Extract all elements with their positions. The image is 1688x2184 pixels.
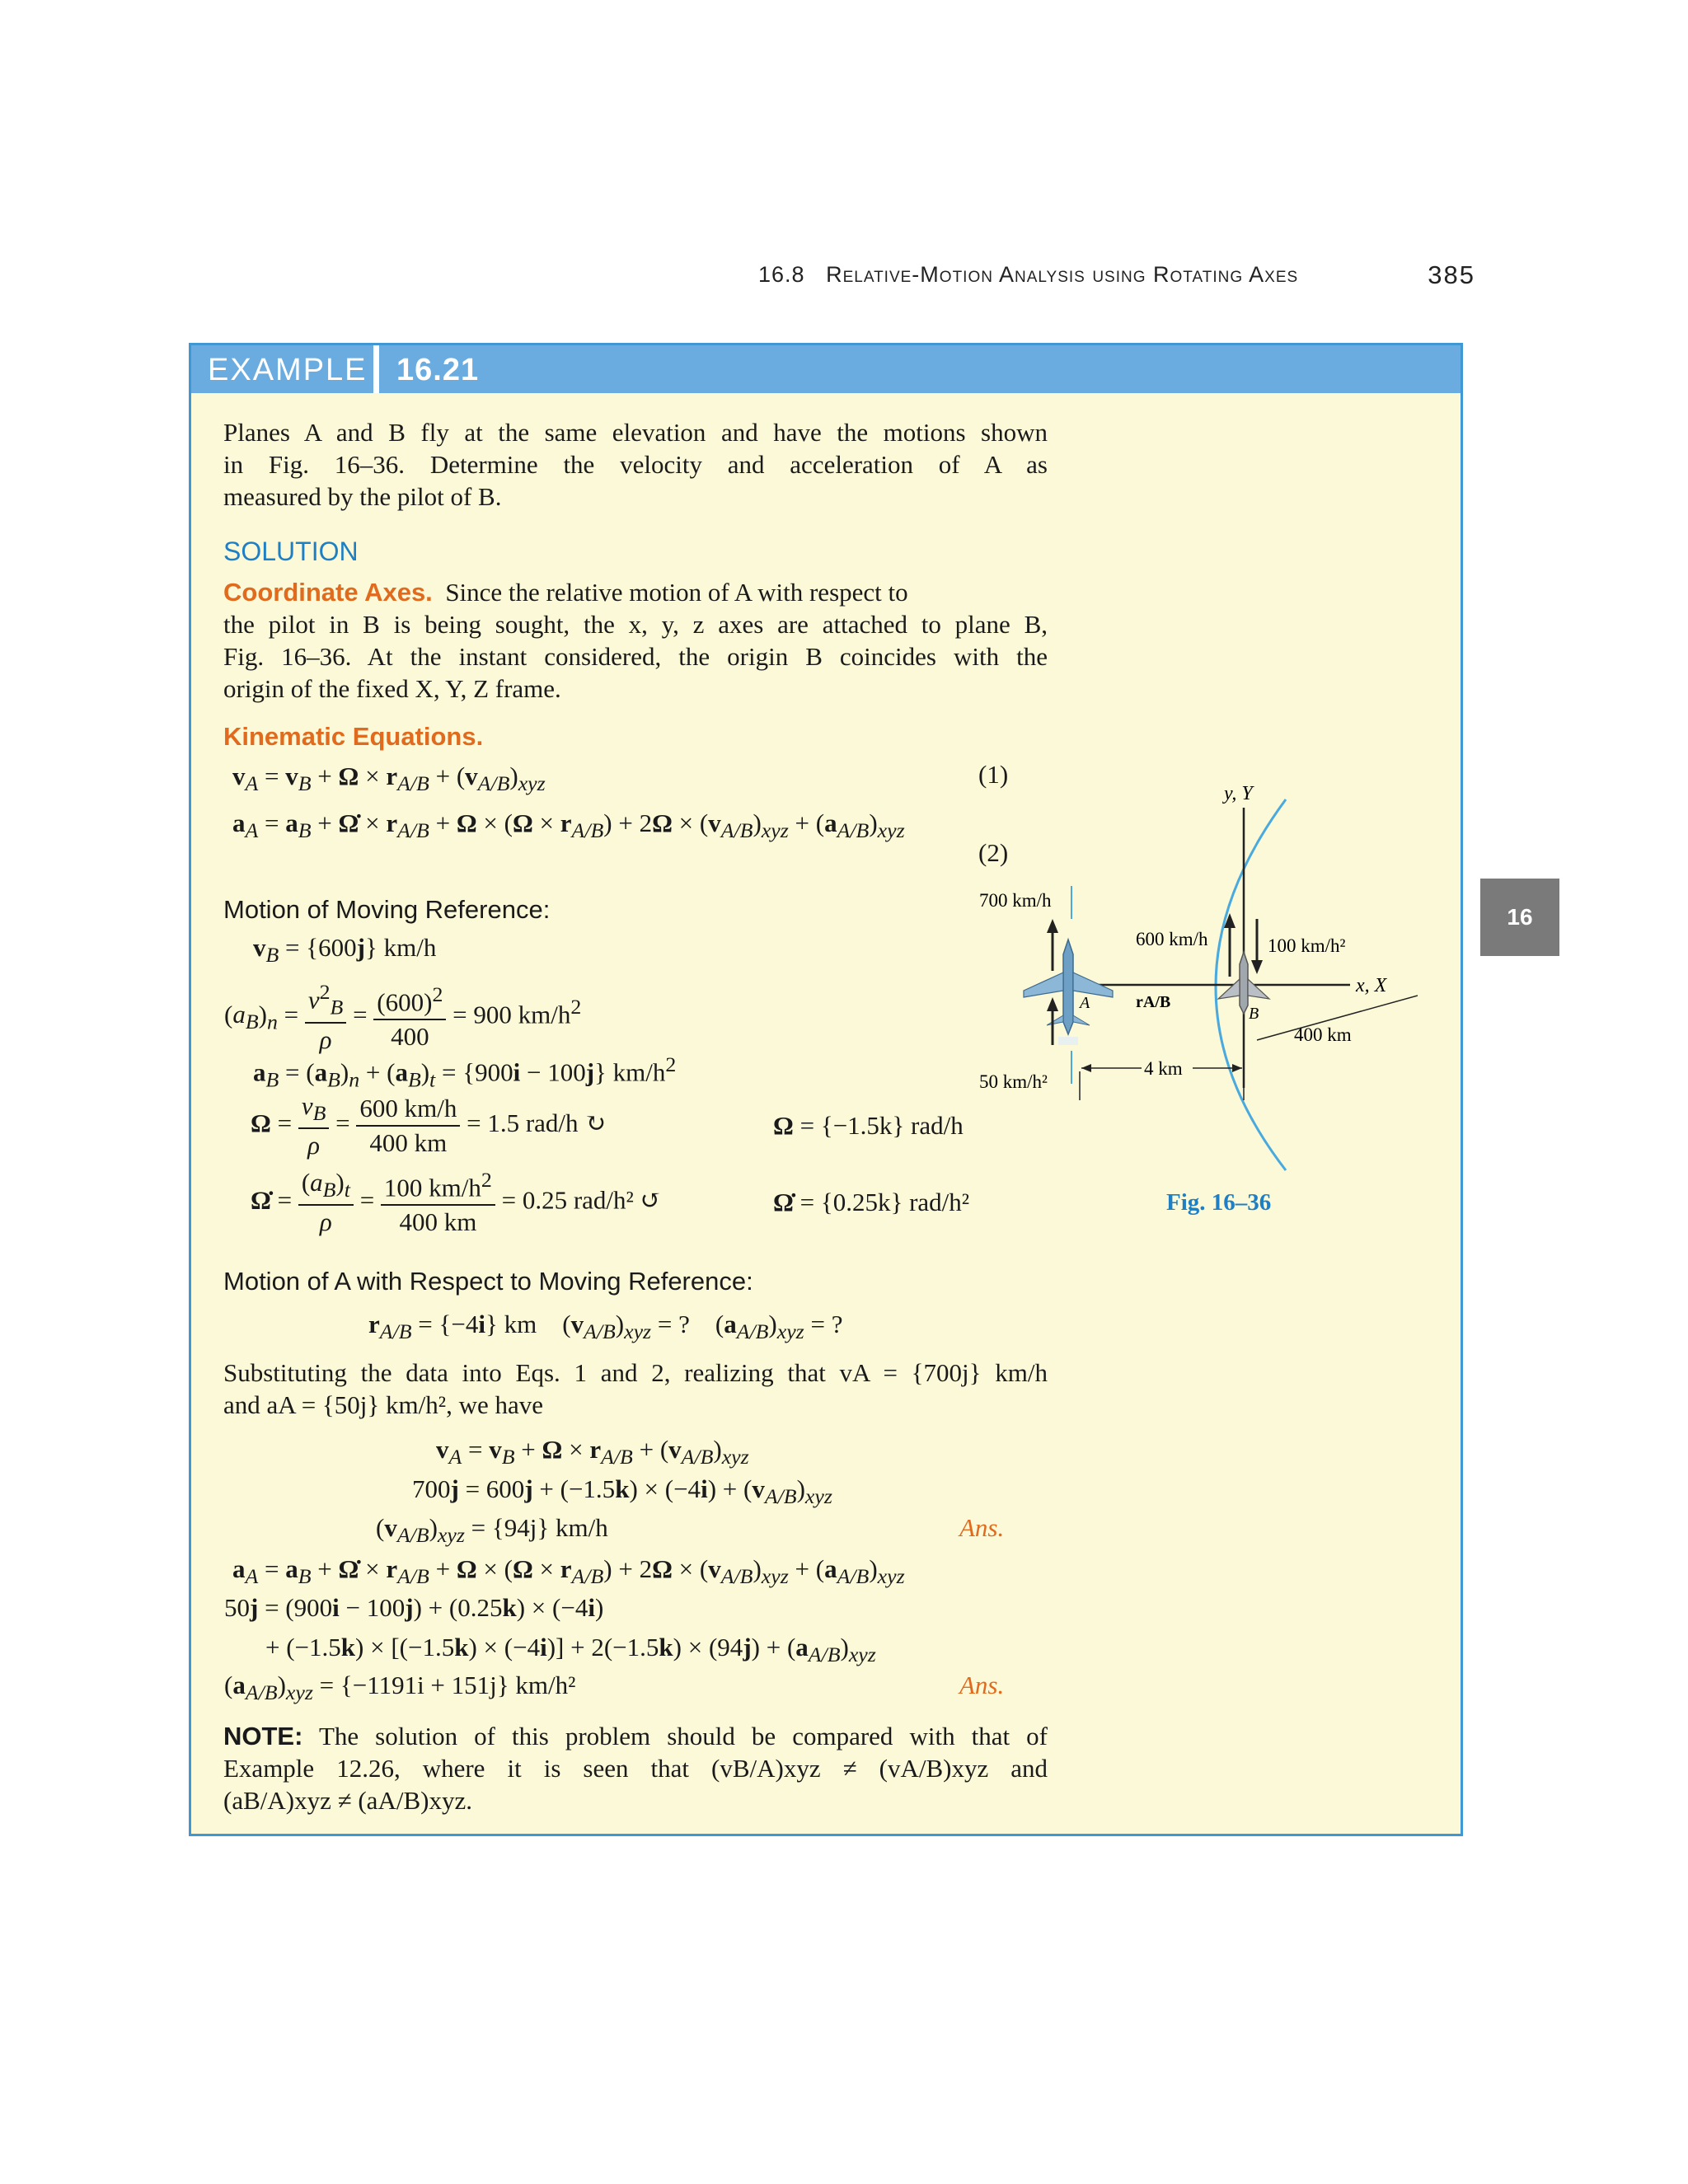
title-divider [373,345,379,393]
answer-label: Ans. [959,1513,1005,1542]
solution-heading: SOLUTION [223,537,359,566]
figure-16-36 [956,775,1418,1236]
note-text: (aB/A)xyz ≠ (aA/B)xyz. [223,1786,472,1815]
note-label: NOTE: [223,1722,303,1750]
plane-a-velocity-label: 700 km/h [979,890,1052,911]
equation-velocity-result: $(v_{A/B})_{xyz} = \{94j\}$ km/h [376,1513,608,1548]
omega-vector: {−1.5k} rad/h [820,1111,964,1140]
accel-arrow-a [1047,997,1058,1011]
equation-abn: $(a_B)_n$ = $\frac{v^2_B}{\rho}$ = $\frac{(600)^2}{400}$ = 900 $km/h^2$ [224,980,582,1054]
omega-magnitude: 1.5 rad/h [487,1108,579,1138]
equation-2: $a_A = a_B$ + Ω̇ × $r_{A/B} + \Omega \times (\Omega \times r_{A/B}) + 2\Omega \times (v_{A/B})_{xyz} + (a_{A/B})_{xyz}$ [232,808,905,843]
coordinate-axes-text: Since the relative motion of A with respect to [445,578,908,607]
answer-label: Ans. [959,1671,1005,1699]
coordinate-axes-text: origin of the fixed X, Y, Z frame. [223,674,561,703]
equation-omega-vector: Ω = {−1.5k} rad/h [773,1111,964,1140]
plane-a-label: A [1080,994,1090,1012]
coordinate-axes-heading: Coordinate Axes. [223,578,433,607]
plane-b-velocity-label: 600 km/h [1136,929,1208,949]
equation-vb: $v_B = \{600j\}$ km/h [253,933,437,968]
plane-b-accel-label: 100 km/h² [1268,935,1346,956]
clockwise-arrow-icon: ↻ [584,1108,607,1138]
equation-aa-substituted-cont: + $(-1.5k) \times [(-1.5k) \times (-4i)] + 2(-1.5k) \times (94j) + (a_{A/B})_{xyz}$ [265,1633,876,1667]
dimension-arrow-left [1081,1064,1091,1072]
substituting-text: Substituting the data into Eqs. 1 and 2, realizing that vA = {700j} km/h [223,1358,1048,1387]
equation-omega-dot: Ω̇ = $\frac{(a_B)_t}{\rho}$ = $\frac{100 km/h^2}{400 km}$ = 0.25 rad/h² ↺ [251,1168,662,1237]
x-axis-label: x, X [1356,975,1387,996]
radius-label: 400 km [1294,1024,1352,1045]
counterclockwise-arrow-icon: ↺ [640,1185,662,1215]
equation-aa: $a_A = a_B$ + Ω̇ × $r_{A/B} + \Omega \times (\Omega \times r_{A/B}) + 2\Omega \times (v_{A/B})_{xyz} + (a_{A/B})_{xyz}$ [232,1554,905,1589]
acceleration-result: {−1191i + 151j} km/h² [340,1671,576,1699]
page-number: 385 [1428,260,1475,289]
example-label: EXAMPLE [208,353,368,387]
problem-line: Planes A and B fly at the same elevation and have the motions shown [223,418,1048,447]
substituting-text: and aA = {50j} km/h², we have [223,1390,543,1419]
accel-arrow-b [1251,960,1263,974]
note-text: The solution of this problem should be compared with that of [318,1722,1048,1750]
kinematic-heading: Kinematic Equations. [223,722,484,751]
equation-omega: Ω = $\frac{v_B}{\rho}$ = $\frac{600 km/h}{400 km}$ = 1.5 rad/h ↻ [251,1091,607,1160]
velocity-arrow-a [1047,919,1058,933]
note-line [223,1720,1048,1752]
omega-dot-magnitude: 0.25 rad/h² [522,1185,634,1215]
distance-label: 4 km [1144,1058,1183,1079]
equation-rab: $r_{A/B} = \{-4i\}$ km $(v_{A/B})_{xyz}$ = ? $(a_{A/B})_{xyz}$ = ? [368,1310,843,1344]
coordinate-axes-line [223,576,1048,608]
equation-acceleration-result: $(a_{A/B})_{xyz} = \{-1191i + 151j\}$ km/h² [224,1671,576,1705]
chapter-tab: 16 [1480,879,1559,956]
example-title-bar [191,345,1461,393]
plane-a-accel-label: 50 km/h² [979,1071,1048,1092]
moving-reference-heading: Motion of Moving Reference: [223,895,551,924]
example-number: 16.21 [396,353,480,387]
section-heading: 16.8 Relative-Motion Analysis using Rotating Axes [758,262,1299,287]
equation-va: $v_A = v_B + \Omega \times r_{A/B} + (v_{A/B})_{xyz}$ [436,1435,749,1469]
equation-2-number: (2) [978,838,1009,867]
equation-ab: $a_B = (a_B)_n + (a_B)_t = \{900i - 100j\}$ $km/h^2$ [253,1052,677,1092]
problem-line: measured by the pilot of B. [223,482,502,511]
equation-va-substituted: $700j = 600j + (-1.5k) \times (-4i) + (v_{A/B})_{xyz}$ [412,1474,832,1509]
note-text: Example 12.26, where it is seen that (vB/A)xyz ≠ (vA/B)xyz and [223,1754,1048,1783]
r-ab-label: rA/B [1136,993,1171,1011]
omega-dot-vector: {0.25k} rad/h² [820,1188,970,1216]
motion-a-heading: Motion of A with Respect to Moving Reference: [223,1267,753,1296]
equation-1: $v_A = v_B + \Omega \times r_{A/B} + (v_{A/B})_{xyz}$ [232,762,546,796]
problem-line: in Fig. 16–36. Determine the velocity and acceleration of A as [223,450,1048,479]
plane-b-label: B [1249,1005,1259,1023]
y-axis-label: y, Y [1224,783,1253,804]
equation-aa-substituted: 50j = (900i − 100j) + (0.25k) × (−4i) [224,1593,604,1622]
plane-a-icon [1024,940,1113,1045]
velocity-result: {94j} km/h [491,1513,608,1542]
dimension-arrow-right [1232,1064,1242,1072]
equation-omega-dot-vector: Ω̇ = {0.25k} rad/h² [773,1188,970,1216]
coordinate-axes-text: Fig. 16–36. At the instant considered, the origin B coincides with the [223,642,1048,671]
equation-1-number: (1) [978,760,1009,789]
running-header [758,262,1475,298]
figure-caption: Fig. 16–36 [1166,1189,1272,1216]
coordinate-axes-text: the pilot in B is being sought, the x, y, z axes are attached to plane B, [223,610,1048,639]
